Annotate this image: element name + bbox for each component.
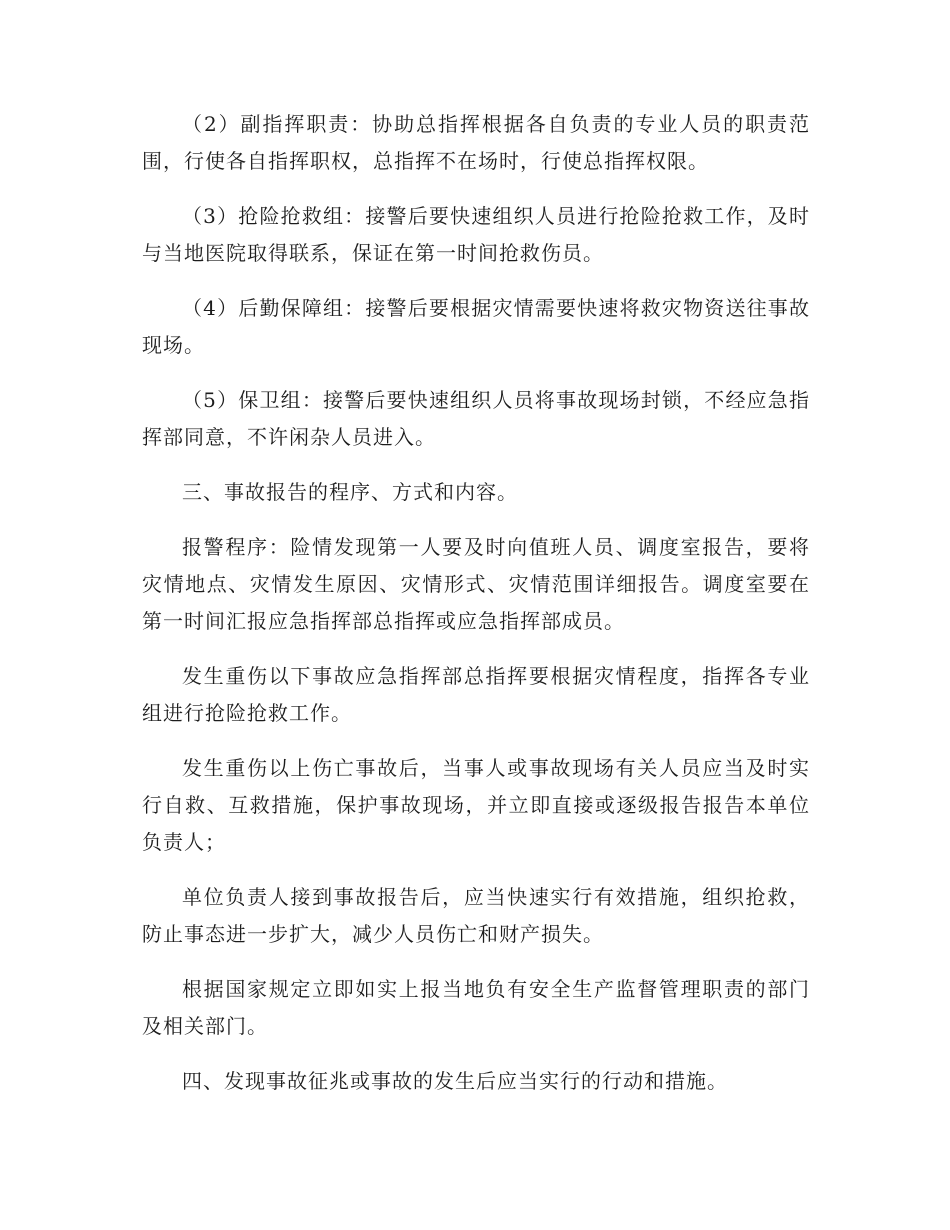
- paragraph-logistics-team: （4）后勤保障组：接警后要根据灾情需要快速将救灾物资送往事故现场。: [142, 296, 810, 357]
- paragraph-deputy-commander: （2）副指挥职责：协助总指挥根据各自负责的专业人员的职责范围，行使各自指挥职权，总指挥不在场时，行使总指挥权限。: [142, 112, 810, 173]
- paragraph-alarm-procedure: 报警程序：险情发现第一人要及时向值班人员、调度室报告，要将灾情地点、灾情发生原因、灾情形式、灾情范围详细报告。调度室要在第一时间汇报应急指挥部总指挥或应急指挥部成员。: [142, 535, 810, 633]
- paragraph-unit-leader: 单位负责人接到事故报告后，应当快速实行有效措施，组织抢救，防止事态进一步扩大，减少人员伤亡和财产损失。: [142, 885, 810, 946]
- paragraph-serious-injury: 发生重伤以上伤亡事故后，当事人或事故现场有关人员应当及时实行自救、互救措施，保护事故现场，并立即直接或逐级报告报告本单位负责人；: [142, 756, 810, 854]
- paragraph-security-team: （5）保卫组：接警后要快速组织人员将事故现场封锁，不经应急指挥部同意，不许闲杂人员进入。: [142, 388, 810, 449]
- section-heading-accident-report: 三、事故报告的程序、方式和内容。: [182, 480, 518, 504]
- paragraph-rescue-team: （3）抢险抢救组：接警后要快速组织人员进行抢险抢救工作，及时与当地医院取得联系，保证在第一时间抢救伤员。: [142, 204, 810, 265]
- section-heading-actions: 四、发现事故征兆或事故的发生后应当实行的行动和措施。: [182, 1069, 728, 1093]
- paragraph-national-report: 根据国家规定立即如实上报当地负有安全生产监督管理职责的部门及相关部门。: [142, 977, 810, 1038]
- paragraph-minor-injury: 发生重伤以下事故应急指挥部总指挥要根据灾情程度，指挥各专业组进行抢险抢救工作。: [142, 664, 810, 725]
